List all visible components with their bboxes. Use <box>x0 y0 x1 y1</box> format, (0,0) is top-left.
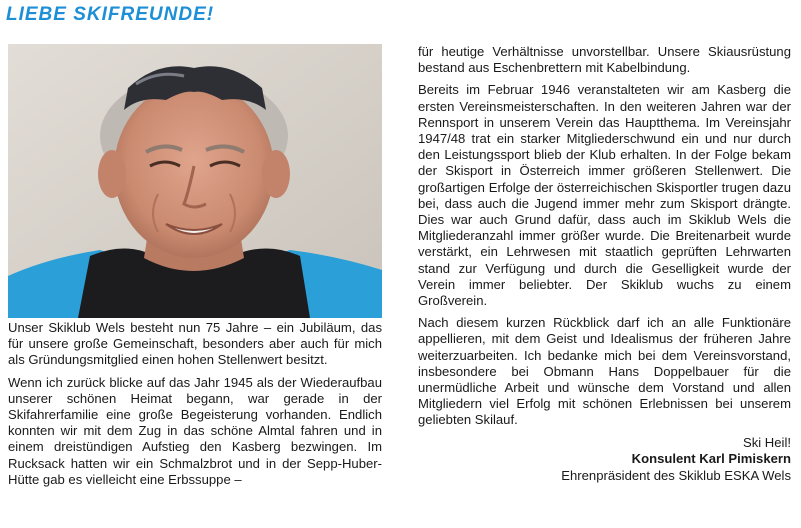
paragraph: Nach diesem kurzen Rückblick darf ich an alle Funktionäre appellieren, mit dem Geist und Idealismus der früheren Jahre weiterzuarbeiten. Ich bedanke mich bei dem Vereinsvorstand, insbesondere bei Obmann Hans Doppelbauer für die unermüdliche Arbeit und wünsche dem Vorstand und allen Mitgliedern viel Erfolg mit schönen Erlebnissen bei unserem geliebten Skilauf. <box>418 315 791 428</box>
signature-role: Ehrenpräsident des Skiklub ESKA Wels <box>561 467 791 483</box>
closing-greeting: Ski Heil! <box>742 434 791 450</box>
signature-block <box>418 435 791 485</box>
portrait-illustration <box>8 44 382 318</box>
paragraph: Bereits im Februar 1946 veranstalteten wir am Kasberg die ersten Vereinsmeisterschaften. In den weiteren Jahren war der Rennsport in unserem Verein das Hauptthema. Im Vereinsjahr 1947/48 trat ein starker Mitgliederschwund ein und nur durch den Leistungssport blieb der Klub erhalten. In der Folge bekam der Skisport in Österreich immer größeren Stellenwert. Die großartigen Erfolge der österreichischen Skisportler trugen dazu bei, dass auch die Jugend immer mehr zum Skisport drängte. Dies war auch Grund dafür, dass auch im Skiklub Wels die Mitgliederanzahl immer größer wurde. Die Breitenarbeit wurde verstärkt, ein Lehrwesen mit staatlich geprüften Lehrwarten stand zur Verfügung und durch die Geselligkeit wurde der Verein immer beliebter. Der Skiklub wuchs zu einem Großverein. <box>418 82 791 309</box>
signature-name: Konsulent Karl Pimiskern <box>631 451 791 467</box>
paragraph: für heutige Verhältnisse unvorstellbar. Unsere Skiausrüstung bestand aus Eschenbrettern mit Kabelbindung. <box>418 44 791 76</box>
paragraph: Unser Skiklub Wels besteht nun 75 Jahre – ein Jubiläum, das für unsere große Gemeinschaft, besonders aber auch für mich als Gründungsmitglied einen hohen Stellenwert besitzt. <box>8 320 382 368</box>
page-title: LIEBE SKIFREUNDE! <box>6 4 215 25</box>
left-column-text <box>8 320 382 494</box>
right-column-text <box>418 44 791 484</box>
portrait-photo <box>8 44 382 318</box>
paragraph: Wenn ich zurück blicke auf das Jahr 1945 als der Wiederaufbau unserer schönen Heimat begann, war gerade in der Skifahrerfamilie eine große Begeisterung vorhanden. Endlich konnten wir mit dem Zug in das schöne Almtal fahren und in einem dreistündigen Aufstieg den Kasberg bezwingen. Im Rucksack hatten wir ein Schmalzbrot und in der Sepp-Huber-Hütte gab es vielleicht eine Erbssuppe – <box>8 374 382 487</box>
